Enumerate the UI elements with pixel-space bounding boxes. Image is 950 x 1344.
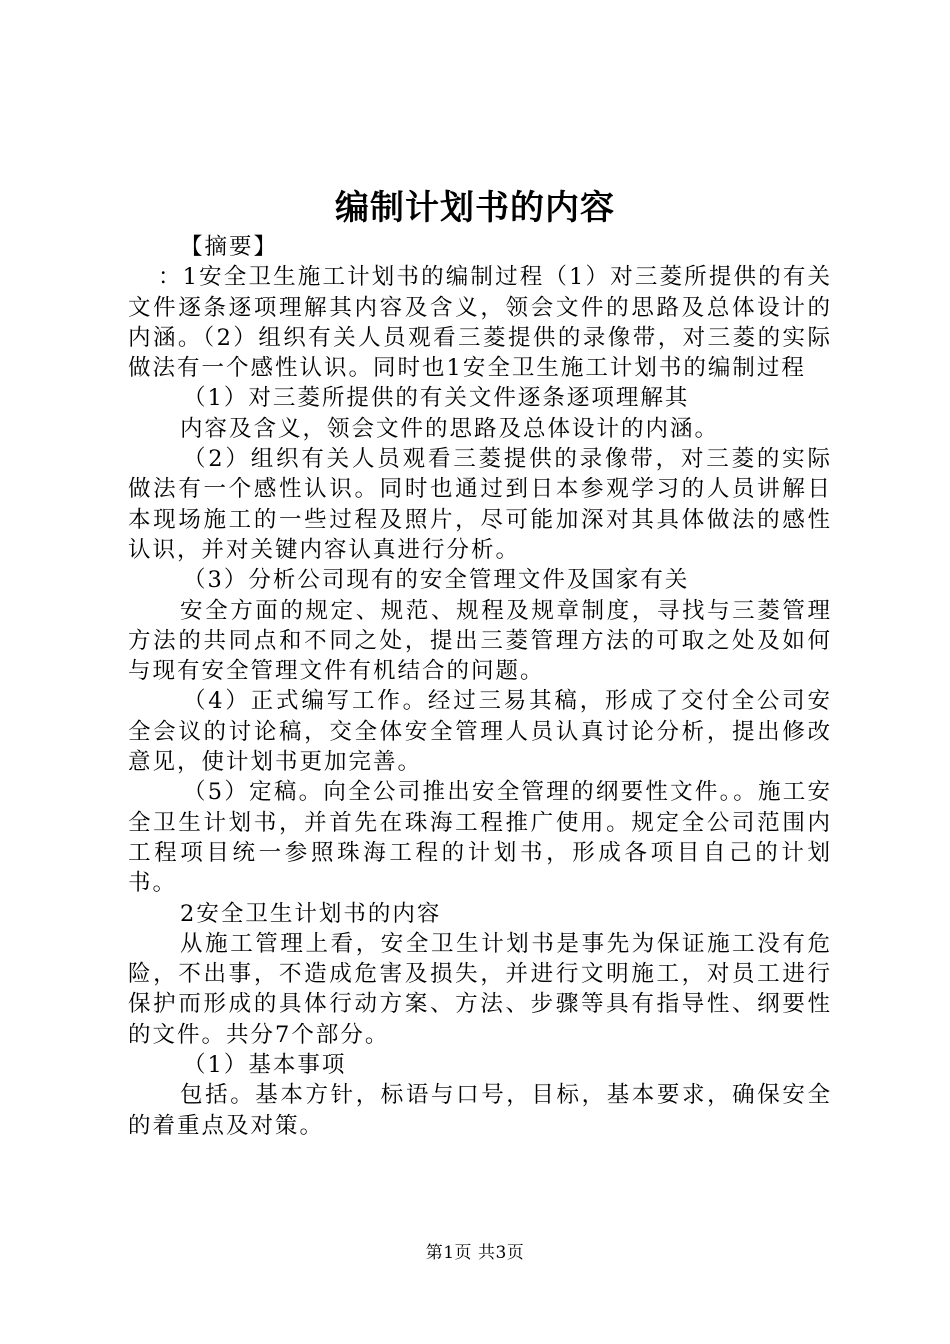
paragraph-step-5: （5）定稿。向全公司推出安全管理的纲要性文件。。施工安全卫生计划书，并首先在珠海工程推广使用。规定全公司范围内工程项目统一参照珠海工程的计划书，形成各项目自己的计划书。	[128, 779, 832, 897]
abstract-heading: 【摘要】	[180, 234, 279, 260]
paragraph-step-1: （1）对三菱所提供的有关文件逐条逐项理解其	[183, 385, 690, 412]
paragraph-step-3: （3）分析公司现有的安全管理文件及国家有关	[183, 567, 690, 594]
abstract-text: ：1安全卫生施工计划书的编制过程（1）对三菱所提供的有关文件逐条逐项理解其内容及含义，领会文件的思路及总体设计的内涵。（2）组织有关人员观看三菱提供的录像带，对三菱的实际做法有一个感性认识。同时也1安全卫生施工计划书的编制过程	[128, 264, 832, 382]
paragraph-step-4: （4）正式编写工作。经过三易其稿，形成了交付全公司安全会议的讨论稿，交全体安全管理人员认真讨论分析，提出修改意见，使计划书更加完善。	[128, 688, 832, 776]
paragraph-step-1-cont: 内容及含义，领会文件的思路及总体设计的内涵。	[180, 415, 720, 442]
document-body	[128, 232, 832, 1141]
subheading-basic-items: （1）基本事项	[183, 1052, 347, 1079]
paragraph-basic-items: 包括。基本方针，标语与口号，目标，基本要求，确保安全的着重点及对策。	[128, 1082, 832, 1139]
paragraph-step-2: （2）组织有关人员观看三菱提供的录像带，对三菱的实际做法有一个感性认识。同时也通过到日本参观学习的人员讲解日本现场施工的一些过程及照片，尽可能加深对其具体做法的感性认识，并对关键内容认真进行分析。	[128, 446, 832, 563]
paragraph-step-3-cont: 安全方面的规定、规范、规程及规章制度，寻找与三菱管理方法的共同点和不同之处，提出三菱管理方法的可取之处及如何与现有安全管理文件有机结合的问题。	[128, 597, 832, 685]
paragraph-section-2: 从施工管理上看，安全卫生计划书是事先为保证施工没有危险，不出事，不造成危害及损失，并进行文明施工，对员工进行保护而形成的具体行动方案、方法、步骤等具有指导性、纲要性的文件。共分7个部分。	[128, 930, 832, 1048]
document-title: 编制计划书的内容	[335, 188, 615, 228]
section-heading-2: 2安全卫生计划书的内容	[180, 900, 442, 927]
page-footer: 第1页 共3页	[425, 1243, 525, 1263]
